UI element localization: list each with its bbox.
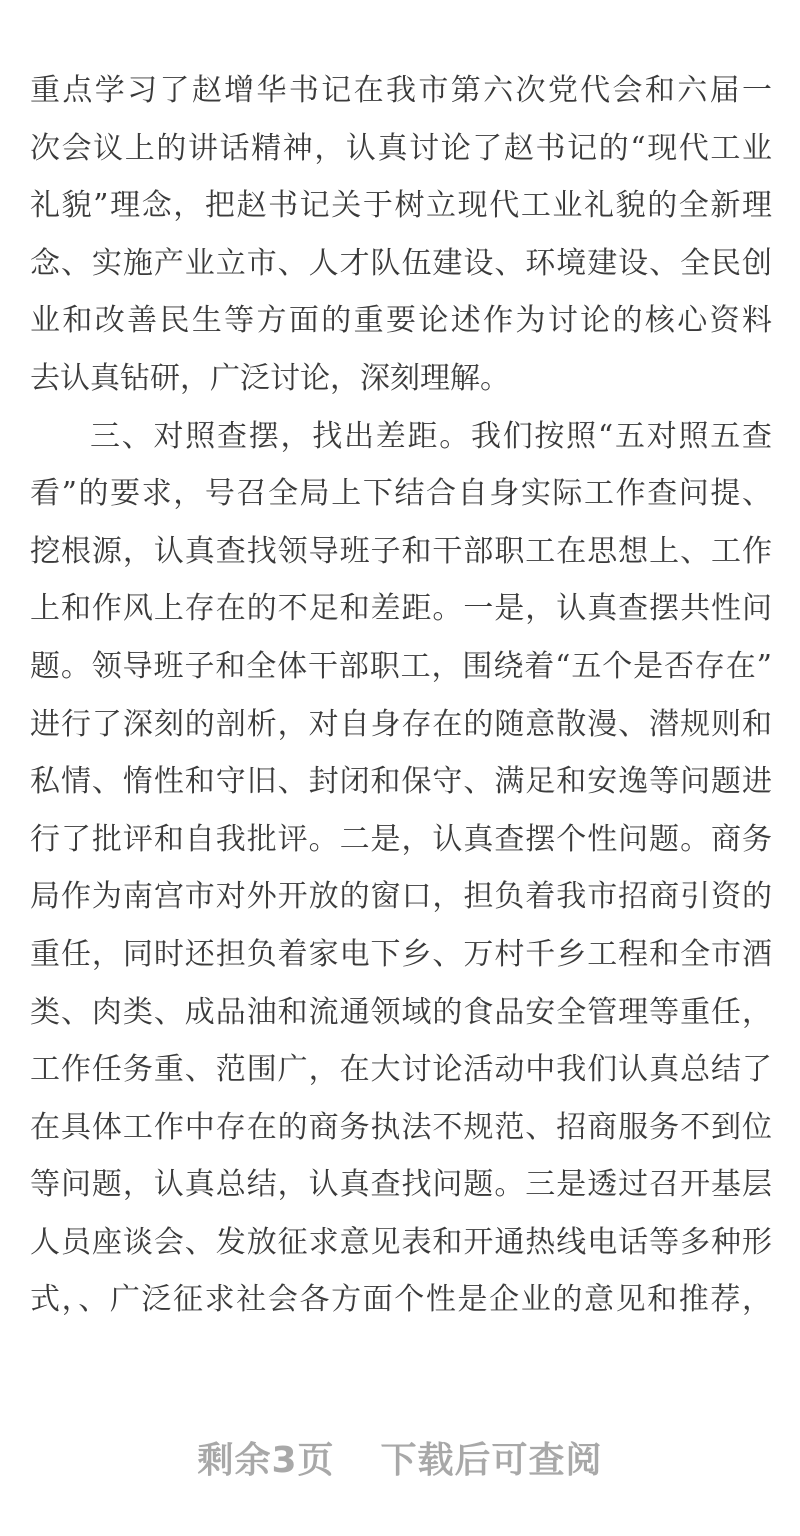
text-line: 业和改善民生等方面的重要论述作为讨论的核心资料 xyxy=(30,303,772,339)
text-line: 行了批评和自我批评。二是，认真查摆个性问题。商务 xyxy=(30,821,772,857)
text-line: 去认真钻研，广泛讨论，深刻理解。 xyxy=(30,360,510,396)
text-line: 次会议上的讲话精神，认真讨论了赵书记的“现代工业 xyxy=(30,130,772,166)
text-line: 重任，同时还担负着家电下乡、万村千乡工程和全市酒 xyxy=(30,936,772,972)
text-line: 局作为南宫市对外开放的窗口，担负着我市招商引资的 xyxy=(30,879,772,915)
text-line: 挖根源，认真查找领导班子和干部职工在思想上、工作 xyxy=(30,533,772,569)
text-line: 看”的要求，号召全局上下结合自身实际工作查问提、 xyxy=(30,476,772,512)
text-line: 工作任务重、范围广，在大讨论活动中我们认真总结了 xyxy=(30,1052,772,1088)
text-line: 三、对照查摆，找出差距。我们按照“五对照五查 xyxy=(90,418,772,454)
text-line: 礼貌”理念，把赵书记关于树立现代工业礼貌的全新理 xyxy=(30,188,772,224)
text-line: 等问题，认真总结，认真查找问题。三是透过召开基层 xyxy=(30,1167,772,1203)
text-line: 进行了深刻的剖析，对自身存在的随意散漫、潜规则和 xyxy=(30,706,772,742)
text-line: 类、肉类、成品油和流通领域的食品安全管理等重任， xyxy=(30,994,772,1030)
text-line: 人员座谈会、发放征求意见表和开通热线电话等多种形 xyxy=(30,1224,772,1260)
text-line: 念、实施产业立市、人才队伍建设、环境建设、全民创 xyxy=(30,245,772,281)
download-to-view-label[interactable]: 下载后可查阅 xyxy=(380,1440,603,1481)
text-line: 重点学习了赵增华书记在我市第六次党代会和六届一 xyxy=(30,73,772,108)
text-line: 在具体工作中存在的商务执法不规范、招商服务不到位 xyxy=(30,1109,772,1145)
document-body xyxy=(30,62,772,1329)
text-line: 式，、广泛征求社会各方面个性是企业的意见和推荐， xyxy=(30,1282,772,1318)
text-line: 题。领导班子和全体干部职工，围绕着“五个是否存在” xyxy=(30,648,772,684)
remaining-pages-label: 剩余3页 xyxy=(197,1440,335,1481)
text-line: 上和作风上存在的不足和差距。一是，认真查摆共性问 xyxy=(30,591,772,627)
text-line: 私情、惰性和守旧、封闭和保守、满足和安逸等问题进 xyxy=(30,764,772,800)
download-prompt[interactable] xyxy=(0,1432,800,1483)
